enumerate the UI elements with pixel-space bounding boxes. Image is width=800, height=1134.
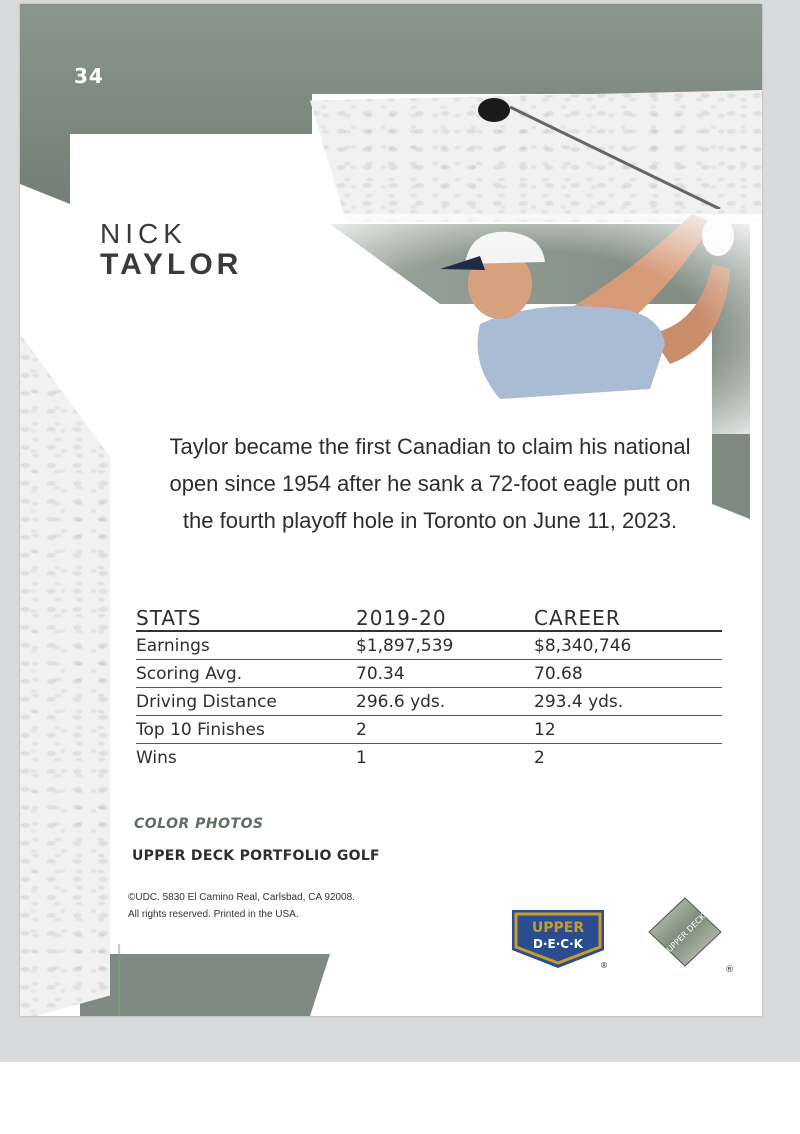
legal-line: All rights reserved. Printed in the USA. bbox=[128, 909, 299, 920]
logo-line1: UPPER bbox=[531, 920, 585, 936]
stat-career-value: 293.4 yds. bbox=[534, 688, 722, 716]
stat-label: Wins bbox=[136, 744, 356, 772]
bio-line: the fourth playoff hole in Toronto on June 11, 2023. bbox=[182, 508, 678, 533]
stat-label: Driving Distance bbox=[136, 688, 356, 716]
stat-season-value: $1,897,539 bbox=[356, 631, 534, 660]
stats-header-row bbox=[136, 598, 722, 631]
table-row bbox=[136, 744, 722, 772]
stat-label: Top 10 Finishes bbox=[136, 716, 356, 744]
set-name: UPPER DECK PORTFOLIO GOLF bbox=[132, 848, 380, 864]
player-first-name: NICK bbox=[100, 218, 187, 249]
stats-table bbox=[136, 598, 722, 771]
hologram-icon bbox=[645, 894, 735, 978]
table-row bbox=[136, 688, 722, 716]
stat-career-value: 12 bbox=[534, 716, 722, 744]
table-row bbox=[136, 631, 722, 660]
stat-season-value: 70.34 bbox=[356, 660, 534, 688]
stat-label: Scoring Avg. bbox=[136, 660, 356, 688]
table-row bbox=[136, 716, 722, 744]
stat-career-value: 70.68 bbox=[534, 660, 722, 688]
stats-header-season: 2019-20 bbox=[356, 598, 534, 631]
stats-header-career: CAREER bbox=[534, 598, 722, 631]
player-photo bbox=[320, 214, 762, 434]
player-bio bbox=[150, 428, 710, 539]
stat-career-value: $8,340,746 bbox=[534, 631, 722, 660]
bio-line: Taylor became the first Canadian to claim his national bbox=[169, 434, 691, 459]
logo-line2: D·E·C·K bbox=[533, 937, 583, 951]
player-last-name: TAYLOR bbox=[100, 248, 243, 281]
hologram-text: UPPER DECK bbox=[664, 911, 708, 955]
stat-label: Earnings bbox=[136, 631, 356, 660]
legal-text bbox=[128, 889, 355, 923]
table-row bbox=[136, 660, 722, 688]
stat-season-value: 296.6 yds. bbox=[356, 688, 534, 716]
card-number: 34 bbox=[74, 64, 104, 88]
club-shaft-graphic bbox=[490, 99, 762, 209]
legal-line: ©UDC. 5830 El Camino Real, Carlsbad, CA 92008. bbox=[128, 892, 355, 903]
bio-line: open since 1954 after he sank a 72-foot eagle putt on bbox=[169, 471, 691, 496]
upper-deck-logo bbox=[508, 902, 608, 976]
trading-card-back bbox=[20, 4, 762, 1016]
photo-credit: COLOR PHOTOS bbox=[134, 816, 264, 832]
stat-season-value: 2 bbox=[356, 716, 534, 744]
stat-career-value: 2 bbox=[534, 744, 722, 772]
stats-header-label: STATS bbox=[136, 598, 356, 631]
hologram-registered: ® bbox=[725, 965, 734, 974]
logo-registered: ® bbox=[600, 961, 608, 970]
stat-season-value: 1 bbox=[356, 744, 534, 772]
